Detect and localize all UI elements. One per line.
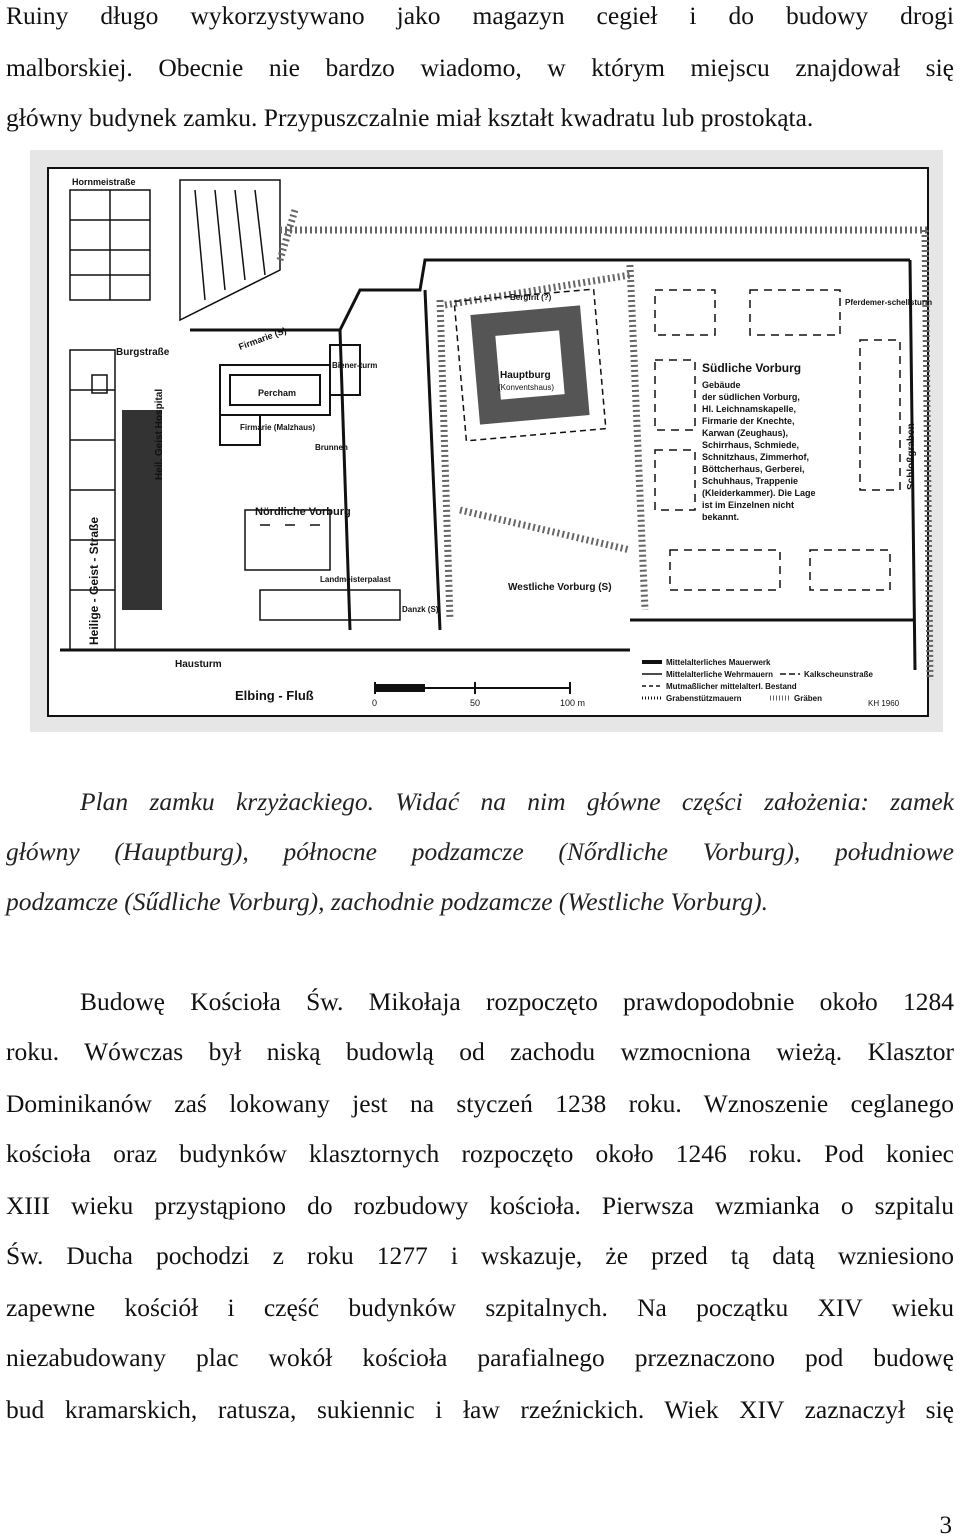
label-hospital: Heil. Geist Hospital [154,388,165,480]
label-heilige-geist-strasse: Heilige - Geist - Straße [87,516,101,645]
legend-item: Mittelalterliches Mauerwerk [666,658,771,667]
label-hornmeistrasse: Hornmeistraße [72,177,136,187]
suedliche-line: Schnitzhaus, Zimmerhof, [702,452,810,462]
suedliche-line: Gebäude [702,380,741,390]
label-konventshaus: (Konventshaus) [498,383,555,392]
castle-plan-map [30,150,943,732]
body-line: Budowę Kościoła Św. Mikołaja rozpoczęto prawdopodobnie około 1284 [80,987,954,1016]
label-burgstrasse: Burgstraße [116,347,170,358]
intro-line: główny budynek zamku. Przypuszczalnie miał kształt kwadratu lub prostokąta. [6,103,814,132]
legend-item: Kalkscheunstraße [804,670,873,679]
caption-line: Plan zamku krzyżackiego. Widać na nim główne części założenia: zamek [80,787,954,816]
scale-start: 0 [372,698,378,708]
label-suedliche-vorburg: Südliche Vorburg [702,361,802,375]
label-pferdemerschellsturm: Pferdemer-schellsturm [845,298,933,307]
label-landmeisterpalast: Landmeisterpalast [320,575,391,584]
body-line: roku. Wówczas był niską budowlą od zachodu wzmocniona wieżą. Klasztor [6,1037,954,1066]
suedliche-line: der südlichen Vorburg, [702,392,800,402]
scale-end: 100 m [560,698,586,708]
label-noerdliche-vorburg: Nördliche Vorburg [255,506,351,518]
label-schlossgraben: Schloßgraben [906,423,917,490]
legend-item: Mittelalterliche Wehrmauern [666,670,773,679]
label-percham: Percham [258,388,297,398]
label-westliche-vorburg: Westliche Vorburg (S) [508,582,612,593]
caption-line: podzamcze (Sűdliche Vorburg), zachodnie podzamcze (Westliche Vorburg). [6,887,769,916]
suedliche-line: Schirrhaus, Schmiede, [702,440,800,450]
intro-line: malborskiej. Obecnie nie bardzo wiadomo, w którym miejscu znajdował się [6,53,954,82]
label-danzk: Danzk (S) [402,605,439,614]
body-line: bud kramarskich, ratusza, sukiennic i ław rzeźnickich. Wiek XIV zaznaczył się [6,1395,954,1424]
body-line: XIII wieku przystąpiono do rozbudowy kościoła. Pierwsza wzmianka o szpitalu [6,1191,954,1220]
intro-line: Ruiny długo wykorzystywano jako magazyn cegieł i do budowy drogi [6,1,954,30]
page-number: 3 [939,1512,952,1539]
legend-item: Gräben [794,694,823,703]
suedliche-line: (Kleiderkammer). Die Lage [702,488,816,498]
body-line: Św. Ducha pochodzi z roku 1277 i wskazuje, że przed tą datą wzniesiono [6,1241,954,1270]
suedliche-line: ist im Einzelnen nicht [702,500,795,510]
label-bienerturm: Biener-turm [332,361,378,370]
label-hauptburg: Hauptburg [500,370,551,381]
suedliche-line: Schuhhaus, Trappenie [702,476,799,486]
label-firmarie: Firmarie (S) [237,325,288,352]
label-elbing-fluss: Elbing - Fluß [235,688,314,703]
label-bergfrit: Bergfrit (?) [510,293,552,302]
castle-plan-figure [30,150,943,732]
body-line: kościoła oraz budynków klasztornych rozpoczęto około 1246 roku. Pod koniec [6,1139,954,1168]
legend-item: Mutmaßlicher mittelalterl. Bestand [666,682,797,691]
suedliche-line: Böttcherhaus, Gerberei, [702,464,805,474]
suedliche-line: Firmarie der Knechte, [702,416,795,426]
caption-line: główny (Hauptburg), północne podzamcze (Nőrdliche Vorburg), południowe [6,837,954,866]
body-line: niezabudowany plac wokół kościoła parafialnego przeznaczono pod budowę [6,1343,954,1372]
legend-item: Grabenstützmauern [666,694,742,703]
scale-mid: 50 [470,698,481,708]
suedliche-line: Hl. Leichnamskapelle, [702,404,797,414]
label-hausturm: Hausturm [175,659,222,670]
body-line: zapewne kościół i część budynków szpitalnych. Na początku XIV wieku [6,1293,954,1322]
map-signature: KH 1960 [868,699,900,708]
suedliche-line: Karwan (Zeughaus), [702,428,789,438]
suedliche-line: bekannt. [702,512,740,522]
label-brunnen: Brunnen [315,443,348,452]
label-firmarie-malzhaus: Firmarie (Malzhaus) [240,423,316,432]
body-line: Dominikanów zaś lokowany jest na styczeń 1238 roku. Wznoszenie ceglanego [6,1089,954,1118]
